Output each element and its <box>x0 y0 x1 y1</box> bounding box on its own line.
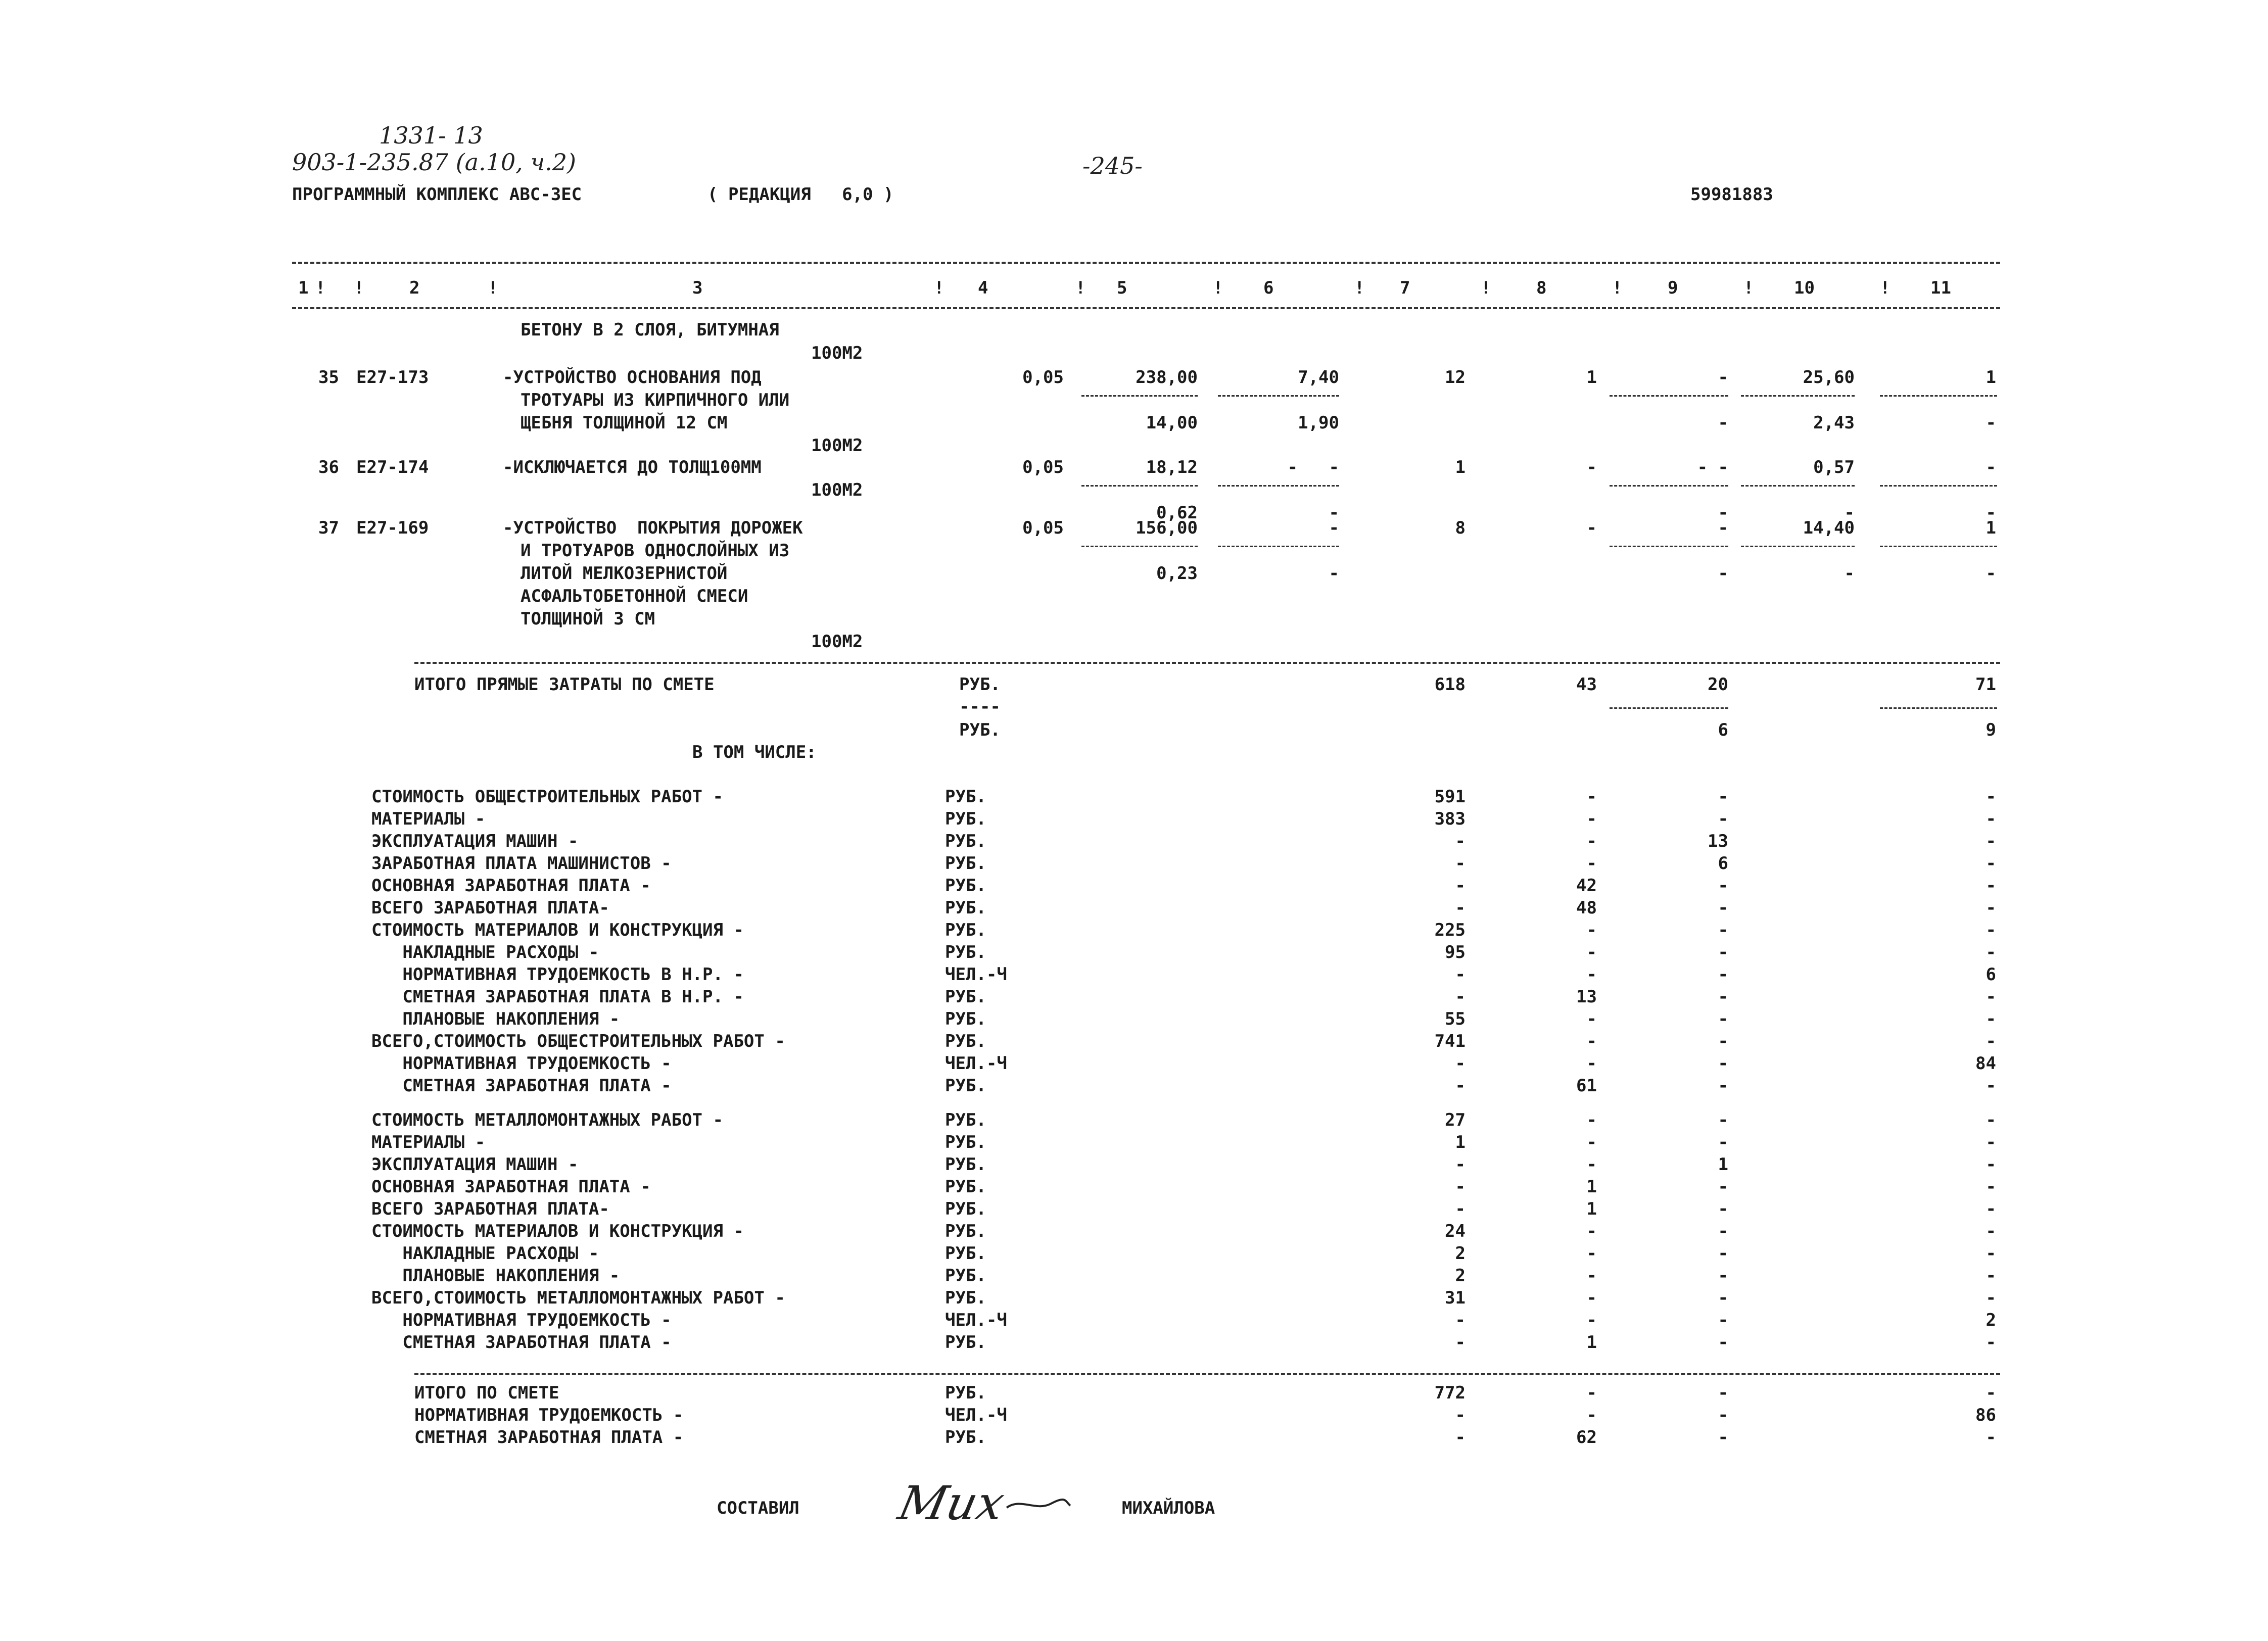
item-labor-total: 1 <box>1986 367 1996 388</box>
summary-row-col9: - <box>1718 787 1728 807</box>
column-separator: ! <box>1612 278 1623 298</box>
summary-row-col8: - <box>1586 942 1597 962</box>
summary-row-col9: - <box>1718 1110 1728 1130</box>
item-description-line: ТОЛЩИНОЙ 3 СМ <box>521 609 655 629</box>
summary-row-col7: 2 <box>1455 1266 1466 1286</box>
total-direct-unit-2: РУБ. <box>959 720 1001 740</box>
item-code: Е27-169 <box>356 518 429 538</box>
item-description-line: ЩЕБНЯ ТОЛЩИНОЙ 12 СМ <box>521 413 728 433</box>
summary-row-label: СТОИМОСТЬ МАТЕРИАЛОВ И КОНСТРУКЦИЯ - <box>371 920 744 940</box>
summary-row-col8: - <box>1586 1405 1597 1425</box>
grand-total-rule <box>414 1373 2000 1375</box>
summary-row-col8: - <box>1586 1154 1597 1175</box>
summary-row-col8: - <box>1586 1110 1597 1130</box>
summary-row-label: НОРМАТИВНАЯ ТРУДОЕМКОСТЬ В Н.Р. - <box>371 964 744 985</box>
item-machine-wages: - <box>1329 503 1339 523</box>
summary-row-unit: РУБ. <box>945 831 986 851</box>
summary-row-col7: - <box>1455 853 1466 874</box>
summary-row-col11: - <box>1986 1243 1996 1264</box>
summary-row-col7: - <box>1455 1076 1466 1096</box>
summary-row-label: НОРМАТИВНАЯ ТРУДОЕМКОСТЬ - <box>371 1053 672 1074</box>
summary-row-unit: РУБ. <box>945 1266 986 1286</box>
summary-row-col11: - <box>1986 1383 1996 1403</box>
summary-row-col11: - <box>1986 942 1996 962</box>
column-header-6: 6 <box>1263 278 1274 298</box>
item-unit-cost-wages: 14,00 <box>1146 413 1198 433</box>
summary-row-col11: 84 <box>1975 1053 1996 1074</box>
summary-row-col8: - <box>1586 831 1597 851</box>
item-labor-total-machinists: - <box>1986 563 1996 584</box>
item-col6-rule <box>1218 395 1339 397</box>
summary-row-col9: - <box>1718 1009 1728 1029</box>
program-edition: ( РЕДАКЦИЯ 6,0 ) <box>707 184 894 205</box>
item-col9-rule <box>1610 485 1728 487</box>
column-separator: ! <box>1880 278 1891 298</box>
item-labor-total-machinists: - <box>1986 413 1996 433</box>
item-machine-cost: - - <box>1287 457 1339 477</box>
total-direct-label: ИТОГО ПРЯМЫЕ ЗАТРАТЫ ПО СМЕТЕ <box>414 674 715 695</box>
summary-row-col9: 6 <box>1718 853 1728 874</box>
summary-row-col8: 42 <box>1576 876 1597 896</box>
item-labor-unit: 14,40 <box>1803 518 1855 538</box>
summary-row-col9: - <box>1718 1288 1728 1308</box>
item-labor-unit: 25,60 <box>1803 367 1855 388</box>
totals-rule <box>414 662 2000 664</box>
summary-row-col8: 1 <box>1586 1177 1597 1197</box>
summary-row-col9: - <box>1718 987 1728 1007</box>
summary-row-unit: РУБ. <box>945 1110 986 1130</box>
item-description-line: -ИСКЛЮЧАЕТСЯ ДО ТОЛЩ100ММ <box>503 457 762 477</box>
item-machine-total-wages: - <box>1718 503 1728 523</box>
summary-row-col8: - <box>1586 1243 1597 1264</box>
summary-row-col8: - <box>1586 1031 1597 1051</box>
summary-row-unit: РУБ. <box>945 1243 986 1264</box>
summary-row-col11: - <box>1986 1076 1996 1096</box>
summary-row-unit: РУБ. <box>945 1383 986 1403</box>
item-labor-unit: 0,57 <box>1813 457 1855 477</box>
summary-row-col7: - <box>1455 1332 1466 1353</box>
summary-row-label: ЭКСПЛУАТАЦИЯ МАШИН - <box>371 1154 579 1175</box>
summary-row-col7: 1 <box>1455 1132 1466 1152</box>
summary-row-col8: - <box>1586 1383 1597 1403</box>
summary-row-col8: - <box>1586 1221 1597 1241</box>
column-header-11: 11 <box>1930 278 1951 298</box>
summary-row-col9: - <box>1718 1383 1728 1403</box>
program-title: ПРОГРАММНЫЙ КОМПЛЕКС АВС-3ЕС <box>292 184 582 205</box>
item-unit: 100М2 <box>811 632 863 652</box>
item-quantity: 0,05 <box>1022 367 1064 388</box>
summary-row-col11: 86 <box>1975 1405 1996 1425</box>
item-base-wages: - <box>1586 518 1597 538</box>
summary-row-col11: - <box>1986 1288 1996 1308</box>
signature-stroke <box>1006 1494 1071 1515</box>
item-description-line: ЛИТОЙ МЕЛКОЗЕРНИСТОЙ <box>521 563 728 584</box>
summary-row-col7: - <box>1455 1199 1466 1219</box>
summary-row-col11: - <box>1986 1031 1996 1051</box>
summary-row-col11: - <box>1986 1154 1996 1175</box>
summary-row-col9: - <box>1718 942 1728 962</box>
summary-row-col11: - <box>1986 1199 1996 1219</box>
summary-row-col11: - <box>1986 898 1996 918</box>
summary-row-col11: - <box>1986 1221 1996 1241</box>
summary-row-col7: 772 <box>1434 1383 1466 1403</box>
summary-row-label: ВСЕГО ЗАРАБОТНАЯ ПЛАТА- <box>371 1199 609 1219</box>
summary-row-col7: 591 <box>1434 787 1466 807</box>
carry-over-line: БЕТОНУ В 2 СЛОЯ, БИТУМНАЯ <box>521 320 779 340</box>
summary-row-col7: - <box>1455 1405 1466 1425</box>
item-labor-machinists: 2,43 <box>1813 413 1855 433</box>
summary-row-col8: - <box>1586 964 1597 985</box>
item-unit-cost-wages: 0,62 <box>1156 503 1198 523</box>
summary-row-label: СТОИМОСТЬ ОБЩЕСТРОИТЕЛЬНЫХ РАБОТ - <box>371 787 723 807</box>
handwritten-archive-number: 1331- 13 <box>379 122 483 149</box>
total-direct-col9-sub: 6 <box>1718 720 1728 740</box>
summary-row-col8: - <box>1586 809 1597 829</box>
summary-row-col11: - <box>1986 1177 1996 1197</box>
total-direct-col9-sub-rule <box>1610 707 1728 709</box>
summary-row-col9: - <box>1718 1199 1728 1219</box>
summary-row-label: ЗАРАБОТНАЯ ПЛАТА МАШИНИСТОВ - <box>371 853 672 874</box>
column-header-2: 2 <box>409 278 420 298</box>
summary-row-label: ОСНОВНАЯ ЗАРАБОТНАЯ ПЛАТА - <box>371 876 651 896</box>
summary-row-col11: - <box>1986 987 1996 1007</box>
summary-row-col8: - <box>1586 1009 1597 1029</box>
summary-row-col7: - <box>1455 987 1466 1007</box>
column-separator: ! <box>1075 278 1086 298</box>
summary-row-label: ИТОГО ПО СМЕТЕ <box>414 1383 559 1403</box>
summary-row-col8: 62 <box>1576 1427 1597 1447</box>
column-header-4: 4 <box>978 278 988 298</box>
item-col11-rule <box>1880 395 1997 397</box>
summary-row-col11: - <box>1986 831 1996 851</box>
summary-row-label: СМЕТНАЯ ЗАРАБОТНАЯ ПЛАТА - <box>371 1332 672 1353</box>
summary-row-col11: - <box>1986 1332 1996 1353</box>
summary-row-col7: 2 <box>1455 1243 1466 1264</box>
item-labor-total: 1 <box>1986 518 1996 538</box>
item-machine-total-wages: - <box>1718 413 1728 433</box>
column-header-8: 8 <box>1536 278 1547 298</box>
item-labor-total: - <box>1986 457 1996 477</box>
summary-row-col9: 1 <box>1718 1154 1728 1175</box>
item-description-line: -УСТРОЙСТВО ОСНОВАНИЯ ПОД <box>503 367 762 388</box>
summary-row-unit: ЧЕЛ.-Ч <box>945 1053 1007 1074</box>
summary-row-col9: - <box>1718 809 1728 829</box>
column-separator: ! <box>1354 278 1365 298</box>
summary-row-col7: - <box>1455 898 1466 918</box>
item-col5-rule <box>1081 395 1198 397</box>
summary-row-unit: РУБ. <box>945 1427 986 1447</box>
column-header-10: 10 <box>1794 278 1815 298</box>
summary-row-col7: - <box>1455 964 1466 985</box>
summary-row-unit: РУБ. <box>945 1031 986 1051</box>
column-header-1: 1 <box>298 278 309 298</box>
summary-row-col11: - <box>1986 1132 1996 1152</box>
summary-row-unit: РУБ. <box>945 1154 986 1175</box>
summary-row-unit: РУБ. <box>945 1221 986 1241</box>
header-top-rule <box>292 262 2000 264</box>
total-direct-unit-dash: ---- <box>959 697 1001 717</box>
summary-row-col9: - <box>1718 1076 1728 1096</box>
summary-row-label: СТОИМОСТЬ МЕТАЛЛОМОНТАЖНЫХ РАБОТ - <box>371 1110 723 1130</box>
summary-row-unit: РУБ. <box>945 876 986 896</box>
summary-row-col7: 741 <box>1434 1031 1466 1051</box>
item-quantity: 0,05 <box>1022 518 1064 538</box>
item-description-line: -УСТРОЙСТВО ПОКРЫТИЯ ДОРОЖЕК <box>503 518 803 538</box>
summary-row-col11: - <box>1986 1427 1996 1447</box>
summary-row-col9: - <box>1718 1310 1728 1330</box>
summary-row-col9: - <box>1718 1243 1728 1264</box>
item-col9-rule <box>1610 395 1728 397</box>
item-number: 36 <box>318 457 339 477</box>
summary-row-col9: - <box>1718 964 1728 985</box>
summary-row-col8: - <box>1586 1053 1597 1074</box>
summary-row-label: МАТЕРИАЛЫ - <box>371 1132 486 1152</box>
summary-row-col8: - <box>1586 1132 1597 1152</box>
item-col6-rule <box>1218 485 1339 487</box>
summary-row-col11: - <box>1986 876 1996 896</box>
summary-row-unit: ЧЕЛ.-Ч <box>945 964 1007 985</box>
handwritten-project-reference: 903-1-235.87 (а.10, ч.2) <box>292 149 576 176</box>
summary-row-col8: - <box>1586 920 1597 940</box>
item-machine-total: - - <box>1697 457 1728 477</box>
summary-row-label: ВСЕГО,СТОИМОСТЬ ОБЩЕСТРОИТЕЛЬНЫХ РАБОТ - <box>371 1031 785 1051</box>
item-labor-total-machinists: - <box>1986 503 1996 523</box>
item-base-wages: 1 <box>1586 367 1597 388</box>
summary-row-col7: - <box>1455 1427 1466 1447</box>
total-direct-col9: 20 <box>1708 674 1728 695</box>
item-number: 35 <box>318 367 339 388</box>
summary-row-col11: - <box>1986 1110 1996 1130</box>
column-header-7: 7 <box>1400 278 1410 298</box>
total-direct-col11-sub-rule <box>1880 707 1997 709</box>
item-machine-wages: 1,90 <box>1298 413 1339 433</box>
carry-over-unit: 100М2 <box>811 343 863 363</box>
column-separator: ! <box>354 278 364 298</box>
summary-row-label: ОСНОВНАЯ ЗАРАБОТНАЯ ПЛАТА - <box>371 1177 651 1197</box>
summary-row-label: ВСЕГО ЗАРАБОТНАЯ ПЛАТА- <box>371 898 609 918</box>
summary-row-col7: 31 <box>1445 1288 1466 1308</box>
column-separator: ! <box>488 278 498 298</box>
summary-row-col8: - <box>1586 787 1597 807</box>
summary-row-col7: 383 <box>1434 809 1466 829</box>
summary-row-col9: - <box>1718 1132 1728 1152</box>
column-header-9: 9 <box>1668 278 1678 298</box>
summary-row-unit: РУБ. <box>945 1177 986 1197</box>
summary-row-col7: 225 <box>1434 920 1466 940</box>
summary-row-col7: 55 <box>1445 1009 1466 1029</box>
item-machine-wages: - <box>1329 563 1339 584</box>
summary-row-unit: РУБ. <box>945 809 986 829</box>
summary-row-col7: - <box>1455 876 1466 896</box>
item-col5-rule <box>1081 546 1198 547</box>
column-separator: ! <box>1213 278 1223 298</box>
item-col10-rule <box>1741 485 1855 487</box>
summary-row-col9: - <box>1718 1031 1728 1051</box>
item-unit: 100М2 <box>811 436 863 456</box>
summary-row-col7: 95 <box>1445 942 1466 962</box>
item-description-line: И ТРОТУАРОВ ОДНОСЛОЙНЫХ ИЗ <box>521 541 790 561</box>
item-machine-total: - <box>1718 518 1728 538</box>
item-number: 37 <box>318 518 339 538</box>
summary-row-col11: 2 <box>1986 1310 1996 1330</box>
summary-row-col11: - <box>1986 1266 1996 1286</box>
summary-row-col8: - <box>1586 1266 1597 1286</box>
item-col6-rule <box>1218 546 1339 547</box>
summary-row-col9: - <box>1718 1266 1728 1286</box>
item-base-wages: - <box>1586 457 1597 477</box>
summary-row-col11: - <box>1986 809 1996 829</box>
summary-row-unit: РУБ. <box>945 987 986 1007</box>
item-col10-rule <box>1741 546 1855 547</box>
item-description-line: ТРОТУАРЫ ИЗ КИРПИЧНОГО ИЛИ <box>521 390 790 410</box>
summary-row-col9: - <box>1718 898 1728 918</box>
compiled-by-label: СОСТАВИЛ <box>717 1498 799 1518</box>
header-bottom-rule <box>292 307 2000 309</box>
summary-row-col7: - <box>1455 831 1466 851</box>
summary-row-col9: - <box>1718 1427 1728 1447</box>
summary-row-col8: 1 <box>1586 1199 1597 1219</box>
summary-row-unit: РУБ. <box>945 942 986 962</box>
summary-row-unit: РУБ. <box>945 1332 986 1353</box>
summary-row-col9: - <box>1718 1221 1728 1241</box>
item-unit-cost-wages: 0,23 <box>1156 563 1198 584</box>
summary-row-col7: - <box>1455 1053 1466 1074</box>
summary-row-col7: - <box>1455 1177 1466 1197</box>
summary-row-label: НОРМАТИВНАЯ ТРУДОЕМКОСТЬ - <box>414 1405 684 1425</box>
summary-row-col7: - <box>1455 1154 1466 1175</box>
including-label: В ТОМ ЧИСЛЕ: <box>692 742 817 762</box>
summary-row-col11: - <box>1986 853 1996 874</box>
summary-row-label: СМЕТНАЯ ЗАРАБОТНАЯ ПЛАТА В Н.Р. - <box>371 987 744 1007</box>
summary-row-unit: РУБ. <box>945 1132 986 1152</box>
item-quantity: 0,05 <box>1022 457 1064 477</box>
summary-row-col7: - <box>1455 1310 1466 1330</box>
summary-row-label: ВСЕГО,СТОИМОСТЬ МЕТАЛЛОМОНТАЖНЫХ РАБОТ - <box>371 1288 785 1308</box>
summary-row-col9: - <box>1718 1332 1728 1353</box>
total-direct-col11: 71 <box>1975 674 1996 695</box>
total-direct-col11-sub: 9 <box>1986 720 1996 740</box>
summary-row-unit: РУБ. <box>945 787 986 807</box>
summary-row-col9: 13 <box>1708 831 1728 851</box>
item-unit-cost: 156,00 <box>1136 518 1198 538</box>
total-direct-col7: 618 <box>1434 674 1466 695</box>
summary-row-unit: РУБ. <box>945 1288 986 1308</box>
item-col11-rule <box>1880 485 1997 487</box>
item-unit: 100М2 <box>811 480 863 500</box>
summary-row-col9: - <box>1718 920 1728 940</box>
compiler-name: МИХАЙЛОВА <box>1122 1498 1215 1518</box>
summary-row-col8: 61 <box>1576 1076 1597 1096</box>
summary-row-label: НОРМАТИВНАЯ ТРУДОЕМКОСТЬ - <box>371 1310 672 1330</box>
summary-row-label: СМЕТНАЯ ЗАРАБОТНАЯ ПЛАТА - <box>371 1076 672 1096</box>
item-total-cost: 8 <box>1455 518 1466 538</box>
item-col10-rule <box>1741 395 1855 397</box>
summary-row-unit: РУБ. <box>945 898 986 918</box>
summary-row-unit: РУБ. <box>945 853 986 874</box>
summary-row-col11: - <box>1986 1009 1996 1029</box>
summary-row-col7: 24 <box>1445 1221 1466 1241</box>
item-unit-cost: 238,00 <box>1136 367 1198 388</box>
item-labor-machinists: - <box>1844 503 1855 523</box>
summary-row-unit: РУБ. <box>945 1076 986 1096</box>
summary-row-label: СМЕТНАЯ ЗАРАБОТНАЯ ПЛАТА - <box>414 1427 684 1447</box>
summary-row-col8: 13 <box>1576 987 1597 1007</box>
summary-row-col8: - <box>1586 853 1597 874</box>
summary-row-col9: - <box>1718 1177 1728 1197</box>
summary-row-label: НАКЛАДНЫЕ РАСХОДЫ - <box>371 1243 599 1264</box>
summary-row-col11: 6 <box>1986 964 1996 985</box>
column-header-5: 5 <box>1117 278 1127 298</box>
summary-row-unit: ЧЕЛ.-Ч <box>945 1310 1007 1330</box>
column-separator: ! <box>1481 278 1491 298</box>
summary-row-unit: ЧЕЛ.-Ч <box>945 1405 1007 1425</box>
item-labor-machinists: - <box>1844 563 1855 584</box>
item-col9-rule <box>1610 546 1728 547</box>
summary-row-col8: - <box>1586 1288 1597 1308</box>
column-header-3: 3 <box>692 278 703 298</box>
summary-row-label: ПЛАНОВЫЕ НАКОПЛЕНИЯ - <box>371 1266 620 1286</box>
column-separator: ! <box>1743 278 1754 298</box>
total-direct-unit: РУБ. <box>959 674 1001 695</box>
page-number: -245- <box>1082 152 1143 179</box>
summary-row-col9: - <box>1718 876 1728 896</box>
summary-row-col8: 48 <box>1576 898 1597 918</box>
summary-row-label: СТОИМОСТЬ МАТЕРИАЛОВ И КОНСТРУКЦИЯ - <box>371 1221 744 1241</box>
item-total-cost: 12 <box>1445 367 1466 388</box>
summary-row-unit: РУБ. <box>945 1009 986 1029</box>
item-machine-cost: - <box>1329 518 1339 538</box>
item-description-line: АСФАЛЬТОБЕТОННОЙ СМЕСИ <box>521 586 748 606</box>
summary-row-label: НАКЛАДНЫЕ РАСХОДЫ - <box>371 942 599 962</box>
item-col11-rule <box>1880 546 1997 547</box>
item-total-cost: 1 <box>1455 457 1466 477</box>
summary-row-unit: РУБ. <box>945 920 986 940</box>
summary-row-label: ЭКСПЛУАТАЦИЯ МАШИН - <box>371 831 579 851</box>
item-machine-cost: 7,40 <box>1298 367 1339 388</box>
document-code: 59981883 <box>1690 184 1773 205</box>
item-code: Е27-174 <box>356 457 429 477</box>
summary-row-col8: 1 <box>1586 1332 1597 1353</box>
item-col5-rule <box>1081 485 1198 487</box>
item-unit-cost: 18,12 <box>1146 457 1198 477</box>
item-machine-total-wages: - <box>1718 563 1728 584</box>
summary-row-label: ПЛАНОВЫЕ НАКОПЛЕНИЯ - <box>371 1009 620 1029</box>
total-direct-col8: 43 <box>1576 674 1597 695</box>
column-separator: ! <box>315 278 326 298</box>
summary-row-col11: - <box>1986 920 1996 940</box>
summary-row-col9: - <box>1718 1405 1728 1425</box>
summary-row-col11: - <box>1986 787 1996 807</box>
item-machine-total: - <box>1718 367 1728 388</box>
summary-row-col9: - <box>1718 1053 1728 1074</box>
summary-row-label: МАТЕРИАЛЫ - <box>371 809 486 829</box>
column-separator: ! <box>934 278 944 298</box>
signature: Мих <box>893 1476 1009 1530</box>
summary-row-col7: 27 <box>1445 1110 1466 1130</box>
summary-row-unit: РУБ. <box>945 1199 986 1219</box>
summary-row-col8: - <box>1586 1310 1597 1330</box>
item-code: Е27-173 <box>356 367 429 388</box>
